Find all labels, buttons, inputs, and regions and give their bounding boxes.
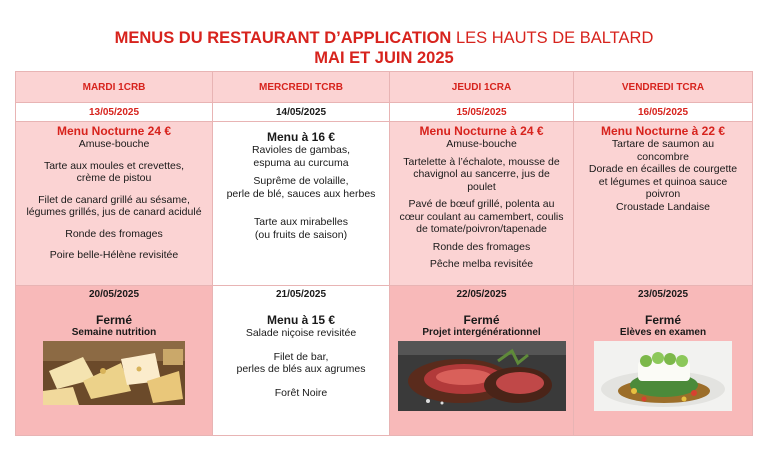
date-cell: 22/05/2025 xyxy=(456,289,507,300)
menu-cell-tuesday-2 xyxy=(16,286,213,436)
menu-cell-thursday-2 xyxy=(390,286,574,436)
date-cell: 15/05/2025 xyxy=(390,103,574,122)
dish-line: cœur coulant au camembert, coulis xyxy=(399,210,564,223)
dish-line: Tartelette à l’échalote, mousse de xyxy=(403,155,560,168)
page-title xyxy=(0,29,768,48)
dish-line: Tarte aux moules et crevettes, xyxy=(43,159,185,172)
dish-line: Filet de canard grillé au sésame, xyxy=(38,193,190,206)
dish-line: concombre xyxy=(637,150,689,163)
menu-row-week1 xyxy=(16,122,753,286)
day-header-row xyxy=(16,72,753,103)
menu-cell-wednesday-1 xyxy=(213,122,390,286)
menu-row-week2 xyxy=(16,286,753,436)
dish-line: Filet de bar, xyxy=(273,350,329,363)
dish-line: Croustade Landaise xyxy=(616,200,710,213)
closed-reason: Elèves en examen xyxy=(619,327,707,338)
dish-line: Tarte aux mirabelles xyxy=(254,216,348,228)
dish-line: Tartare de saumon au xyxy=(611,138,715,150)
steak-image xyxy=(398,341,566,411)
date-cell: 20/05/2025 xyxy=(88,289,140,300)
dish-line: chavignol au sancerre, jus de xyxy=(413,168,550,180)
cheese-platter-image xyxy=(43,341,185,405)
dish-line: Ronde des fromages xyxy=(65,227,163,240)
dish-line: Pavé de bœuf grillé, polenta au xyxy=(408,198,555,210)
dish-line: Dorade en écailles de courgette xyxy=(588,163,738,175)
dish-line: crème de pistou xyxy=(76,172,152,184)
menu-cell-friday-1 xyxy=(574,122,753,286)
date-cell: 23/05/2025 xyxy=(637,289,689,300)
dish-line: Poire belle-Hélène revisitée xyxy=(49,249,179,261)
dish-line: perle de blé, sauces aux herbes xyxy=(226,187,376,200)
dish-line: espuma au curcuma xyxy=(253,156,349,169)
dish-line: Salade niçoise revisitée xyxy=(245,327,357,339)
dish-line: Amuse-bouche xyxy=(446,138,517,150)
col-header: VENDREDI TCRA xyxy=(574,72,753,103)
dish-line: perles de blés aux agrumes xyxy=(236,363,366,375)
date-cell: 13/05/2025 xyxy=(16,103,213,122)
dish-line: Amuse-bouche xyxy=(78,138,150,150)
dish-line: poulet xyxy=(467,180,496,193)
closed-label: Fermé xyxy=(95,313,133,327)
col-header: MERCREDI TCRB xyxy=(213,72,390,103)
menu-title: Menu Nocturne 24 € xyxy=(56,124,172,138)
date-cell: 14/05/2025 xyxy=(213,103,390,122)
dish-line: Suprême de volaille, xyxy=(253,175,349,187)
dish-line: légumes grillés, jus de canard acidulé xyxy=(26,206,202,218)
fish-dish-image xyxy=(594,341,732,411)
menu-table xyxy=(15,71,753,436)
dish-line: (ou fruits de saison) xyxy=(254,228,348,241)
date-cell: 21/05/2025 xyxy=(275,289,327,300)
dish-line: de tomate/poivron/tapenade xyxy=(416,223,547,235)
dish-line: et légumes et quinoa sauce xyxy=(598,175,728,188)
closed-reason: Semaine nutrition xyxy=(71,327,157,338)
col-header: JEUDI 1CRA xyxy=(390,72,574,103)
title-regular: LES HAUTS DE BALTARD xyxy=(455,29,654,47)
menu-cell-tuesday-1 xyxy=(16,122,213,286)
menu-title: Menu Nocturne à 24 € xyxy=(419,124,544,138)
dish-line: Forêt Noire xyxy=(274,386,328,399)
dish-line: Pêche melba revisitée xyxy=(429,258,534,270)
closed-reason: Projet intergénérationnel xyxy=(422,327,541,338)
dish-line: Ravioles de gambas, xyxy=(251,144,351,156)
menu-title: Menu Nocturne à 22 € xyxy=(600,124,726,138)
closed-label: Fermé xyxy=(644,313,682,327)
page-subtitle: MAI ET JUIN 2025 xyxy=(314,49,454,67)
menu-cell-wednesday-2 xyxy=(213,286,390,436)
dish-line: Ronde des fromages xyxy=(432,240,531,253)
date-cell: 16/05/2025 xyxy=(574,103,753,122)
menu-cell-friday-2 xyxy=(574,286,753,436)
title-bold: MENUS DU RESTAURANT D’APPLICATION xyxy=(114,29,452,47)
col-header: MARDI 1CRB xyxy=(16,72,213,103)
menu-title: Menu à 16 € xyxy=(266,130,336,144)
dish-line: poivron xyxy=(645,188,681,200)
date-row-week1 xyxy=(16,103,753,122)
menu-title: Menu à 15 € xyxy=(266,313,336,327)
menu-cell-thursday-1 xyxy=(390,122,574,286)
closed-label: Fermé xyxy=(463,313,500,327)
